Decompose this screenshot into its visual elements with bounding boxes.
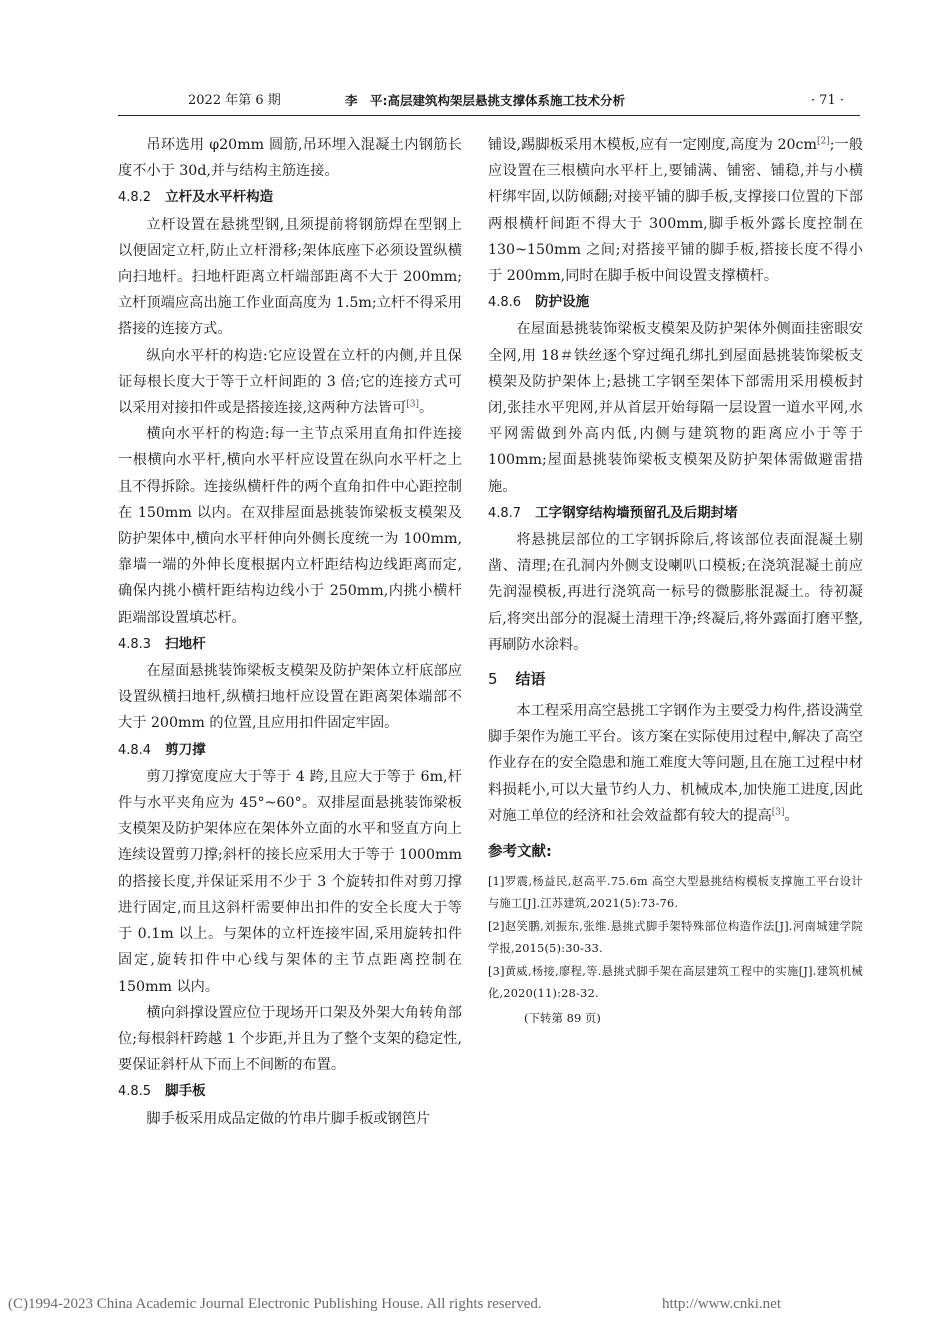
paragraph: 横向水平杆的构造:每一主节点采用直角扣件连接一根横向水平杆,横向水平杆应设置在纵向水平杆之上且不得拆除。连接纵横杆件的两个直角扣件中心距控制在 150mm 以内。在双排屋面悬挑装饰梁板支模架及防护架体中,横向水平杆伸向外侧长度统一为 100mm,靠墙一端的外伸长度根据内立杆距结构边线距离而定,确保内挑小横杆距结构边线小于 250mm,内挑小横杆距端部设置填芯杆。 — [118, 426, 462, 626]
citation-ref[interactable]: [2] — [816, 136, 830, 147]
reference-item: [1]罗震,杨益民,赵高平.75.6m 高空大型悬挑结构模板支撑施工平台设计与施工[J].江苏建筑,2021(5):73-76. — [488, 875, 863, 910]
paragraph: 立杆设置在悬挑型钢,且须提前将钢筋焊在型钢上以便固定立杆,防止立杆滑移;架体底座下必须设置纵横向扫地杆。扫地杆距离立杆端部距离不大于 200mm;立杆顶端应高出施工作业面高度为 1.5m;立杆不得采用搭接的连接方式。 — [118, 216, 462, 338]
section-heading-4-8-7 — [488, 500, 863, 527]
paragraph-text: 本工程采用高空悬挑工字钢作为主要受力构件,搭设满堂脚手架作为施工平台。该方案在实际使用过程中,解决了高空作业存在的安全隐患和施工难度大等问题,且在施工过程中材料损耗小,可以大量节约人力、机械成本,加快施工进度,因此对施工单位的经济和社会效益都有较大的提高 — [488, 703, 863, 824]
section-number: 5 — [488, 670, 498, 689]
journal-issue: 2022 年第 6 期 — [188, 93, 281, 108]
paragraph: 在屋面悬挑装饰梁板支模架及防护架体外侧面挂密眼安全网,用 18＃铁丝逐个穿过绳孔绑扎到屋面悬挑装饰梁板支模架及防护架体上;悬挑工字钢至架体下部需用采用模板封闭,张挂水平兜网,并从首层开始每隔一层设置一道水平网,水平网需做到外高内低,内侧与建筑物的距离应小于等于 100mm;屋面悬挑装饰梁板支模架及防护架体需做避雷措施。 — [488, 321, 863, 495]
section-title: 剪刀撑 — [165, 741, 206, 758]
paragraph: 横向斜撑设置应位于现场开口架及外架大角转角部位;每根斜杆跨越 1 个步距,并且为了整个支架的稳定性,要保证斜杆从下而上不间断的布置。 — [118, 1004, 462, 1074]
paragraph-hoist-ring: 吊环选用 φ20mm 圆筋,吊环埋入混凝土内钢筋长度不小于 30d,并与结构主筋连接。 — [118, 137, 462, 180]
section-heading-5 — [488, 666, 863, 692]
continued-note: (下转第 89 页) — [524, 1011, 601, 1026]
right-column — [488, 132, 863, 1030]
paragraph-text: 纵向水平杆的构造:它应设置在立杆的内侧,并且保证每根长度大于等于立杆间距的 3 倍;它的连接方式可以采用对接扣件或是搭接连接,这两种方法皆可 — [118, 347, 462, 417]
paragraph: 在屋面悬挑装饰梁板支模架及防护架体立杆底部应设置纵横扫地杆,纵横扫地杆应设置在距离架体端部不大于 200mm 的位置,且应用扣件固定牢固。 — [118, 663, 462, 732]
section-number: 4.8.7 — [488, 505, 522, 521]
references-heading: 参考文献: — [488, 844, 552, 861]
header-rule — [118, 115, 860, 116]
paragraph — [118, 343, 462, 422]
running-header — [130, 91, 850, 115]
article-running-title: 李 平:高层建筑构架层悬挑支撑体系施工技术分析 — [345, 93, 625, 108]
paragraph: 脚手板采用成品定做的竹串片脚手板或钢笆片 — [146, 1110, 431, 1127]
paragraph-continued — [488, 132, 863, 289]
section-heading-4-8-2 — [118, 184, 462, 211]
paragraph: 将悬挑层部位的工字钢拆除后,将该部位表面混凝土剔凿、清理;在孔洞内外侧支设喇叭口模板;在浇筑混凝土前应先润湿模板,再进行浇筑高一标号的微膨胀混凝土。待初凝后,将突出部分的混凝土清理干净;终凝后,将外露面打磨平整,再刷防水涂料。 — [488, 532, 863, 653]
section-number: 4.8.5 — [118, 1084, 152, 1100]
paragraph: 剪刀撑宽度应大于等于 4 跨,且应大于等于 6m,杆件与水平夹角应为 45°~60°。双排屋面悬挑装饰梁板支模架及防护架体应在架体外立面的水平和竖直方向上连续设置剪刀撑;斜杆的接长应采用大于等于 1000mm 的搭接长度,并保证采用不少于 3 个旋转扣件对剪刀撑进行固定,而且这斜杆需要伸出扣件的安全长度大于等于 0.1m 以上。与架体的立杆连接牢固,采用旋转扣件固定,旋转扣件中心线与架体的主节点距离控制在 150mm 以内。 — [118, 768, 462, 995]
copyright-notice: (C)1994-2023 China Academic Journal Electronic Publishing House. All rights reserved. — [8, 1296, 542, 1312]
section-title: 防护设施 — [535, 294, 590, 311]
section-title: 脚手板 — [165, 1083, 206, 1100]
paragraph-end: 。 — [784, 807, 799, 824]
section-title: 工字钢穿结构墙预留孔及后期封堵 — [535, 504, 738, 521]
section-heading-4-8-4 — [118, 737, 462, 764]
reference-item: [2]赵笑鹏,刘振东,张维.悬挑式脚手架特殊部位构造作法[J].河南城建学院学报,2015(5):30-33. — [488, 920, 863, 955]
left-column — [118, 132, 462, 1132]
section-title: 结语 — [515, 670, 546, 689]
section-heading-4-8-5 — [118, 1078, 462, 1105]
section-title: 扫地杆 — [165, 635, 206, 652]
reference-item: [3]黄威,杨接,廖程,等.悬挑式脚手架在高层建筑工程中的实施[J].建筑机械化,2020(11):28-32. — [488, 965, 863, 1000]
website-link[interactable]: http://www.cnki.net — [662, 1296, 782, 1312]
paragraph-end: 。 — [419, 400, 434, 417]
section-title: 立杆及水平杆构造 — [165, 189, 274, 206]
section-number: 4.8.4 — [118, 742, 152, 758]
section-number: 4.8.2 — [118, 190, 152, 206]
citation-ref[interactable]: [3] — [406, 399, 420, 410]
paragraph-conclusion — [488, 698, 863, 829]
section-heading-4-8-6 — [488, 289, 863, 316]
page-number: · 71 · — [810, 93, 844, 108]
citation-ref[interactable]: [3] — [771, 807, 785, 818]
section-number: 4.8.3 — [118, 636, 152, 652]
paragraph-text: ;一般应设置在三根横向水平杆上,要铺满、铺密、铺稳,并与小横杆绑牢固,以防倾翻;对接平铺的脚手板,支撑接口位置的下部两根横杆间距不得大于 300mm,脚手板外露长度控制在 130~150mm 之间;对搭接平铺的脚手板,搭接长度不得小于 200mm,同时在脚手板中间设置支撑横杆。 — [488, 137, 864, 285]
section-number: 4.8.6 — [488, 295, 522, 311]
section-heading-4-8-3 — [118, 631, 462, 658]
paragraph-text: 铺设,踢脚板采用木模板,应有一定刚度,高度为 20cm — [488, 137, 817, 153]
